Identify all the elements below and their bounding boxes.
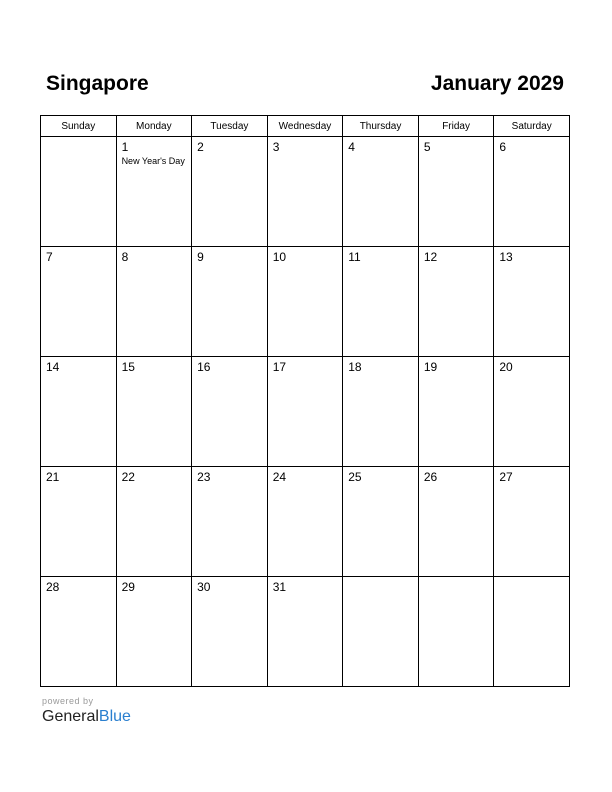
country-title: Singapore <box>46 72 149 95</box>
day-number: 21 <box>46 470 60 484</box>
day-cell <box>418 357 494 467</box>
week-row <box>41 137 570 247</box>
day-cell <box>116 137 192 247</box>
day-cell <box>267 577 343 687</box>
calendar-grid <box>40 115 570 687</box>
day-number <box>419 577 494 580</box>
day-cell <box>192 467 268 577</box>
footer-branding <box>42 696 131 727</box>
day-number: 25 <box>348 470 362 484</box>
day-number <box>343 577 418 580</box>
day-number <box>41 137 116 140</box>
weekday-sunday: Sunday <box>41 116 117 137</box>
day-cell <box>343 357 419 467</box>
day-number: 12 <box>423 250 438 264</box>
day-number: 4 <box>348 140 355 154</box>
day-number: 8 <box>121 250 129 264</box>
day-number: 18 <box>348 360 362 374</box>
day-cell <box>494 247 570 357</box>
day-cell <box>116 247 192 357</box>
day-cell <box>192 137 268 247</box>
day-number: 31 <box>272 580 287 594</box>
day-cell <box>267 357 343 467</box>
day-cell <box>192 247 268 357</box>
day-number: 11 <box>348 250 361 264</box>
week-row <box>41 577 570 687</box>
brand-blue: Blue <box>98 708 131 725</box>
day-number: 28 <box>46 580 60 594</box>
day-number: 1 <box>121 140 129 154</box>
day-cell <box>41 137 117 247</box>
weekday-monday: Monday <box>116 116 192 137</box>
week-row <box>41 247 570 357</box>
day-cell <box>41 467 117 577</box>
day-number: 20 <box>499 360 513 374</box>
day-number: 30 <box>197 580 211 594</box>
day-number: 27 <box>499 470 513 484</box>
day-cell <box>343 247 419 357</box>
day-number: 3 <box>272 140 280 154</box>
day-cell <box>418 247 494 357</box>
brand-general: General <box>42 708 99 725</box>
day-number: 22 <box>121 470 135 484</box>
day-number: 5 <box>423 140 431 154</box>
day-cell <box>418 577 494 687</box>
day-cell <box>41 357 117 467</box>
day-cell <box>41 577 117 687</box>
day-cell <box>267 247 343 357</box>
weekday-thursday: Thursday <box>343 116 419 137</box>
weekday-wednesday: Wednesday <box>267 116 343 137</box>
day-cell <box>494 467 570 577</box>
calendar-header <box>40 70 570 100</box>
day-number: 19 <box>423 360 438 374</box>
day-number: 14 <box>46 360 60 374</box>
powered-by-text: powered by <box>42 696 94 706</box>
day-number: 17 <box>272 360 287 374</box>
day-cell <box>267 137 343 247</box>
weekday-header-row <box>41 116 570 137</box>
day-cell <box>192 577 268 687</box>
day-cell <box>343 577 419 687</box>
day-cell <box>116 577 192 687</box>
day-number: 7 <box>46 250 53 264</box>
day-number: 2 <box>197 140 204 154</box>
day-number: 15 <box>121 360 135 374</box>
week-row <box>41 467 570 577</box>
day-number: 9 <box>197 250 204 264</box>
day-cell <box>343 467 419 577</box>
day-number: 13 <box>499 250 513 264</box>
day-number: 24 <box>272 470 287 484</box>
weekday-friday: Friday <box>418 116 494 137</box>
day-cell <box>343 137 419 247</box>
day-cell <box>116 357 192 467</box>
day-number <box>494 577 569 580</box>
holiday-label: New Year's Day <box>121 156 185 166</box>
day-cell <box>192 357 268 467</box>
day-number: 6 <box>499 140 507 154</box>
day-cell <box>267 467 343 577</box>
day-number: 23 <box>197 470 211 484</box>
weekday-tuesday: Tuesday <box>192 116 268 137</box>
day-number: 16 <box>197 360 211 374</box>
day-cell <box>418 137 494 247</box>
generalblue-logo <box>42 707 131 727</box>
weekday-saturday: Saturday <box>494 116 570 137</box>
day-cell <box>494 357 570 467</box>
day-cell <box>116 467 192 577</box>
day-cell <box>494 577 570 687</box>
week-row <box>41 357 570 467</box>
day-cell <box>418 467 494 577</box>
day-cell <box>494 137 570 247</box>
day-cell <box>41 247 117 357</box>
day-number: 26 <box>423 470 438 484</box>
day-number: 29 <box>121 580 135 594</box>
day-number: 10 <box>272 250 287 264</box>
month-title: January 2029 <box>430 72 564 95</box>
